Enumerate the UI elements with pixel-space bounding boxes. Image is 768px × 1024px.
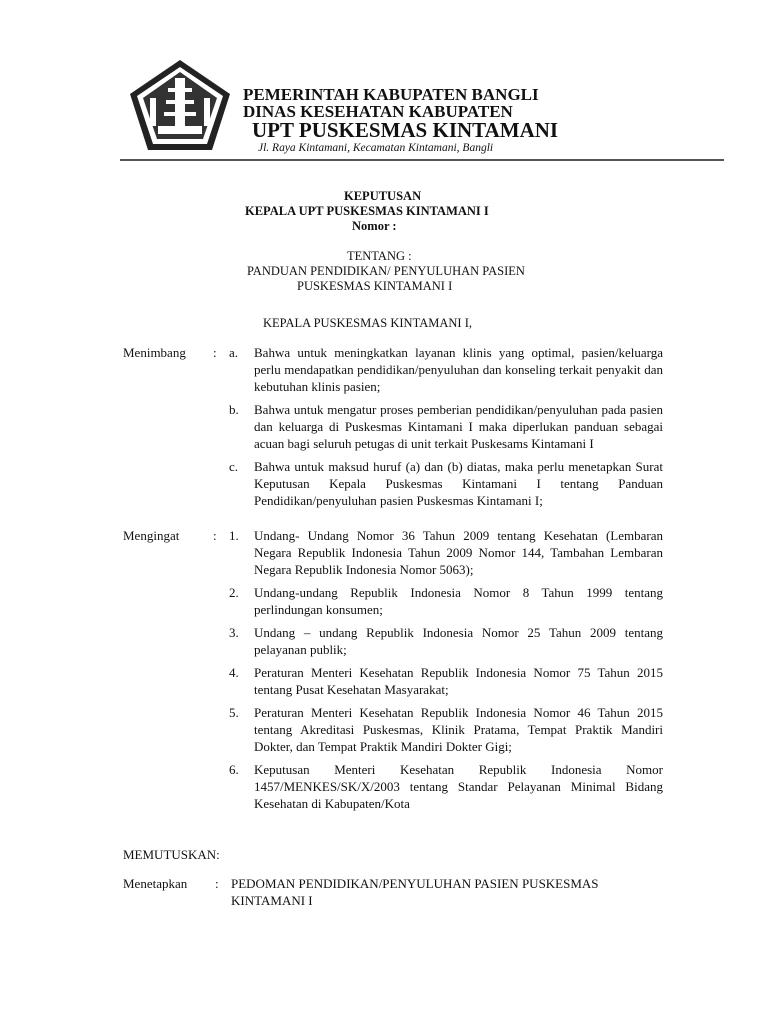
mengingat-item-text: Peraturan Menteri Kesehatan Republik Indonesia Nomor 75 Tahun 2015 tentang Pusat Kesehatan Masyarakat; (254, 665, 663, 697)
subject-line1: PANDUAN PENDIDIKAN/ PENYULUHAN PASIEN (247, 264, 525, 278)
menetapkan-row (123, 875, 668, 909)
letterhead-line1: PEMERINTAH KABUPATEN BANGLI (243, 85, 539, 104)
item-mark: 3. (229, 625, 239, 640)
mengingat-item-2 (123, 584, 668, 618)
letterhead-divider (120, 159, 724, 161)
menimbang-item-b (123, 401, 668, 452)
mengingat-item-1 (123, 527, 668, 578)
mengingat-colon: : (213, 528, 217, 543)
item-mark: 4. (229, 665, 239, 680)
menimbang-item-text: Bahwa untuk mengatur proses pemberian pendidikan/penyuluhan pada pasien dan keluarga di Puskesmas Kintamani I maka diperlukan panduan sebagai acuan bagi seluruh petugas di unit terkait Puskesams Kintamani I (254, 402, 663, 451)
item-mark: 5. (229, 705, 239, 720)
kepala-heading: KEPALA PUSKESMAS KINTAMANI I, (263, 316, 472, 330)
mengingat-item-text: Undang-undang Republik Indonesia Nomor 8 Tahun 1999 tentang perlindungan konsumen; (254, 585, 663, 617)
item-mark: 6. (229, 762, 239, 777)
item-mark: 2. (229, 585, 239, 600)
item-mark: 1. (229, 528, 239, 543)
mengingat-item-4 (123, 664, 668, 698)
menetapkan-colon: : (215, 876, 219, 891)
item-mark: a. (229, 345, 239, 360)
title-kepala: KEPALA UPT PUSKESMAS KINTAMANI I (245, 204, 489, 218)
mengingat-item-text: Keputusan Menteri Kesehatan Republik Indonesia Nomor 1457/MENKES/SK/X/2003 tentang Standar Pelayanan Minimal Bidang Kesehatan di Kabupaten/Kota (254, 762, 663, 811)
mengingat-item-6 (123, 761, 668, 812)
mengingat-item-text: Peraturan Menteri Kesehatan Republik Indonesia Nomor 46 Tahun 2015 tentang Akreditasi Puskesmas, Klinik Pratama, Tempat Praktik Mandiri Dokter, dan Tempat Praktik Mandiri Dokter Gigi; (254, 705, 663, 754)
title-nomor: Nomor : (352, 219, 397, 233)
mengingat-item-3 (123, 624, 668, 658)
menimbang-item-text: Bahwa untuk maksud huruf (a) dan (b) diatas, maka perlu menetapkan Surat Keputusan Kepala Puskesmas Kintamani I tentang Panduan Pendidikan/penyuluhan pasien Puskesmas Kintamani I; (254, 459, 663, 508)
mengingat-item-5 (123, 704, 668, 755)
emblem-logo (128, 58, 232, 152)
menimbang-item-c (123, 458, 668, 509)
menimbang-item-text: Bahwa untuk meningkatkan layanan klinis yang optimal, pasien/keluarga perlu mendapatkan pendidikan/penyuluhan dan konseling terkait penyakit dan kebutuhan klinis pasien; (254, 345, 663, 394)
mengingat-item-text: Undang – undang Republik Indonesia Nomor 25 Tahun 2009 tentang pelayanan publik; (254, 625, 663, 657)
item-mark: b. (229, 402, 239, 417)
mengingat-label: Mengingat (123, 528, 180, 543)
decree-body (123, 344, 668, 909)
menimbang-colon: : (213, 345, 217, 360)
tentang-label: TENTANG : (347, 249, 412, 263)
item-mark: c. (229, 459, 239, 474)
letterhead-line2: DINAS KESEHATAN KABUPATEN (243, 102, 513, 121)
letterhead-line3: UPT PUSKESMAS KINTAMANI (252, 118, 559, 142)
menimbang-item-a (123, 344, 668, 395)
letterhead-address: Jl. Raya Kintamani, Kecamatan Kintamani, Bangli (258, 142, 494, 154)
subject-line2: PUSKESMAS KINTAMANI I (297, 279, 453, 293)
menetapkan-label: Menetapkan (123, 876, 188, 891)
menimbang-label: Menimbang (123, 345, 186, 360)
memutuskan-heading: MEMUTUSKAN: (123, 847, 220, 862)
menetapkan-text: PEDOMAN PENDIDIKAN/PENYULUHAN PASIEN PUSKESMAS KINTAMANI I (231, 876, 599, 908)
title-keputusan: KEPUTUSAN (344, 189, 422, 203)
mengingat-item-text: Undang- Undang Nomor 36 Tahun 2009 tentang Kesehatan (Lembaran Negara Republik Indonesia Tahun 2009 Nomor 144, Tambahan Lembaran Negara Republik Indonesia Nomor 5063); (254, 528, 663, 577)
